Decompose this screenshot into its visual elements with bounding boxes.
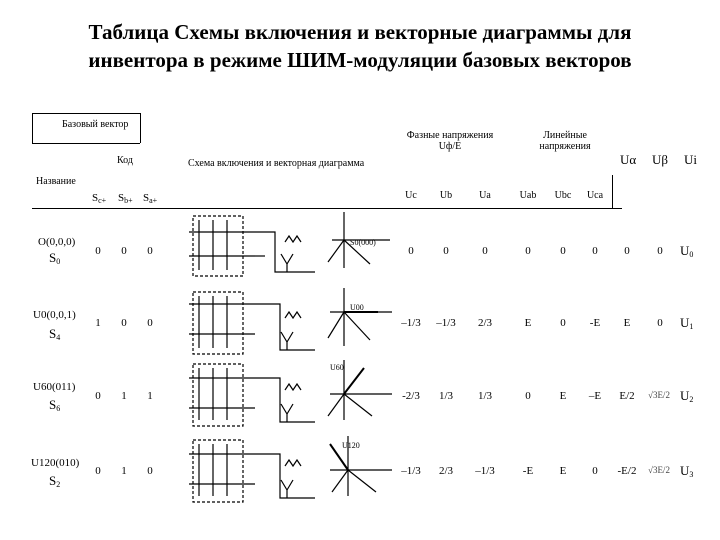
circuit-diagram-row-3 <box>189 440 315 502</box>
header-s-a: $S_{a+}$ <box>143 192 158 205</box>
cell-uc: –1/3 <box>401 317 421 329</box>
cell-sc: 0 <box>95 245 101 257</box>
header-bottom-border <box>32 208 622 209</box>
base-vector-right-border <box>140 113 141 143</box>
cell-uab: 0 <box>525 390 531 402</box>
header-ub: Ub <box>439 190 453 201</box>
cell-ub: –1/3 <box>436 317 456 329</box>
cell-ubc: E <box>559 465 567 477</box>
header-uab: Uab <box>519 190 537 201</box>
cell-u-alpha: E/2 <box>619 390 635 402</box>
cell-uca: –E <box>588 390 602 402</box>
header-phase-voltages <box>395 130 505 152</box>
vector-diagram-row-3 <box>330 436 392 496</box>
circuit-diagram-row-2 <box>189 364 315 426</box>
cell-u-i: $U_3$ <box>680 463 694 479</box>
row-name: $S_0$ <box>49 250 61 266</box>
header-scheme: Схема включения и векторная диаграмма <box>188 158 365 169</box>
cell-ua: 2/3 <box>477 317 493 329</box>
phase-voltages-label: Фазные напряжения <box>406 130 494 141</box>
cell-u-beta: √3E/2 <box>648 390 670 400</box>
cell-sa: 0 <box>147 245 153 257</box>
row-code-label: U60(011) <box>33 381 76 393</box>
cell-uab: -E <box>522 465 534 477</box>
cell-ua: –1/3 <box>475 465 495 477</box>
header-base-vector: Базовый вектор <box>62 119 129 130</box>
cell-ub: 0 <box>443 245 449 257</box>
circuit-diagram-row-0 <box>189 216 315 276</box>
cell-sb: 0 <box>121 245 127 257</box>
title-line-2: инвентора в режиме ШИМ-модуляции базовых векторов <box>88 48 632 72</box>
cell-uc: 0 <box>408 245 414 257</box>
line-voltages-label: Линейные <box>543 130 587 141</box>
cell-u-i: $U_1$ <box>680 315 694 331</box>
row-code-label: U0(0,0,1) <box>33 309 76 321</box>
cell-ubc: 0 <box>560 245 566 257</box>
cell-u-alpha: E <box>623 317 631 329</box>
cell-u-alpha: -E/2 <box>617 465 637 477</box>
cell-u-beta: √3E/2 <box>648 465 670 475</box>
row-name: $S_4$ <box>49 326 61 342</box>
header-line-voltages <box>520 130 610 152</box>
circuit-diagram-row-1 <box>189 292 315 354</box>
cell-sb: 1 <box>121 465 127 477</box>
vector-label-row-1: U00 <box>350 303 364 312</box>
vector-label-row-0: S0(000) <box>350 238 376 247</box>
vector-label-row-3: U120 <box>342 441 360 450</box>
header-ubc: Ubc <box>554 190 572 201</box>
row-code-label: U120(010) <box>31 457 80 469</box>
cell-uca: 0 <box>592 465 598 477</box>
page-title <box>20 18 700 74</box>
cell-uca: -E <box>589 317 601 329</box>
cell-sb: 1 <box>121 390 127 402</box>
header-code: Код <box>117 155 133 166</box>
header-u-alpha: Uα <box>620 152 637 167</box>
vector-label-row-2: U60 <box>330 363 344 372</box>
row-name: $S_6$ <box>49 397 61 413</box>
cell-u-alpha: 0 <box>624 245 630 257</box>
header-s-c: $S_{c+}$ <box>92 192 107 205</box>
cell-sa: 0 <box>147 465 153 477</box>
header-uca: Uca <box>586 190 604 201</box>
header-name: Название <box>36 176 76 187</box>
cell-ubc: 0 <box>560 317 566 329</box>
cell-sc: 0 <box>95 390 101 402</box>
phase-voltages-unit: Uф/E <box>438 141 462 152</box>
title-line-1: Таблица Схемы включения и векторные диаграммы для <box>88 20 632 44</box>
cell-u-beta: 0 <box>657 245 663 257</box>
cell-uc: -2/3 <box>402 390 420 402</box>
header-u-beta: Uβ <box>652 152 669 167</box>
base-vector-bottom-border <box>32 143 140 144</box>
cell-u-i: $U_0$ <box>680 243 694 259</box>
cell-sb: 0 <box>121 317 127 329</box>
cell-sa: 1 <box>147 390 153 402</box>
cell-ua: 1/3 <box>477 390 493 402</box>
row-code-label: O(0,0,0) <box>38 236 76 248</box>
header-u-i: Ui <box>684 152 697 167</box>
header-uc: Uc <box>405 190 417 201</box>
table-top-border <box>32 113 140 114</box>
vector-diagram-row-1 <box>328 288 392 346</box>
table-left-border <box>32 113 33 143</box>
row-name: $S_2$ <box>49 473 61 489</box>
cell-ubc: E <box>559 390 567 402</box>
header-right-border <box>612 175 613 209</box>
header-s-b: $S_{b+}$ <box>118 192 133 205</box>
cell-u-i: $U_2$ <box>680 388 694 404</box>
cell-uc: –1/3 <box>401 465 421 477</box>
cell-sa: 0 <box>147 317 153 329</box>
cell-sc: 0 <box>95 465 101 477</box>
cell-uab: E <box>524 317 532 329</box>
header-ua: Ua <box>479 190 491 201</box>
cell-ua: 0 <box>482 245 488 257</box>
line-voltages-label-2: напряжения <box>539 141 591 152</box>
cell-u-beta: 0 <box>657 317 663 329</box>
cell-uca: 0 <box>592 245 598 257</box>
cell-sc: 1 <box>95 317 101 329</box>
cell-ub: 1/3 <box>438 390 454 402</box>
cell-uab: 0 <box>525 245 531 257</box>
cell-ub: 2/3 <box>438 465 454 477</box>
